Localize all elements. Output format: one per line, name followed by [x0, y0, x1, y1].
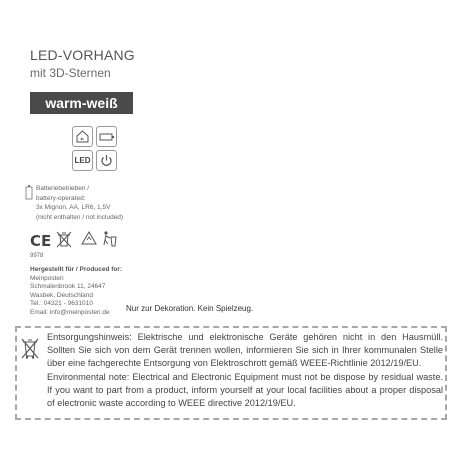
- led-label: LED: [74, 156, 91, 165]
- product-code: 9978: [30, 253, 44, 259]
- battery-line: Batteriebetrieben /: [36, 185, 90, 192]
- manufacturer-line: Email: info@meinposten.de: [30, 308, 110, 316]
- indoor-icon: [72, 126, 93, 147]
- product-subtitle: mit 3D-Sternen: [30, 66, 111, 80]
- manufacturer-line: Meinposten: [30, 274, 64, 282]
- manufacturer-line: Schmalenbrook 11, 24647: [30, 283, 106, 291]
- weee-bin-icon: [20, 336, 40, 365]
- product-title: LED-VORHANG: [30, 47, 135, 63]
- disclaimer: Nur zur Dekoration. Kein Spielzeug.: [126, 304, 254, 313]
- ce-mark: CE: [30, 232, 52, 250]
- disposal-text-de: Entsorgungshinweis: Elektrische und elektronische Geräte gehören nicht in den Hausmüll. Sollten Sie sich von dem Gerät trennen wollen, informieren Sie sich in Ihrer kommunalen Stelle über eine fachgerechte Entsorgung von Elektroschrott gemäß WEEE-Richtlinie 2012/19/EU.: [47, 332, 443, 369]
- power-icon: [96, 150, 117, 171]
- battery-small-icon: [25, 184, 33, 205]
- battery-line: (nicht enthalten / not included): [36, 213, 124, 221]
- weee-icon: [55, 230, 73, 253]
- manufacturer-block: [30, 266, 122, 318]
- battery-info: [36, 184, 123, 222]
- battery-line: 3x Mignon, AA, LR6, 1,5V: [36, 204, 111, 211]
- disposal-text-en: Environmental note: Electrical and Electronic Equipment must not be dispose by residual waste. If you want to part from a product, inform yourself at your local facilities about a proper disposal of electronic waste according to WEEE directive 2012/19/EU.: [47, 371, 443, 409]
- manufacturer-line: Wasbek, Deutschland: [30, 291, 93, 299]
- battery-icon: [96, 126, 117, 147]
- disposal-notice: [47, 331, 443, 410]
- color-badge: warm-weiß: [30, 92, 133, 114]
- tidyman-icon: [102, 230, 118, 253]
- manufacturer-line: Tel.: 04321 - 9631010: [30, 300, 93, 308]
- led-icon: [72, 150, 93, 171]
- manufacturer-heading: Hergestellt für / Produced for:: [30, 266, 123, 273]
- battery-line: battery-operated:: [36, 194, 86, 202]
- recycle-icon: [80, 230, 98, 253]
